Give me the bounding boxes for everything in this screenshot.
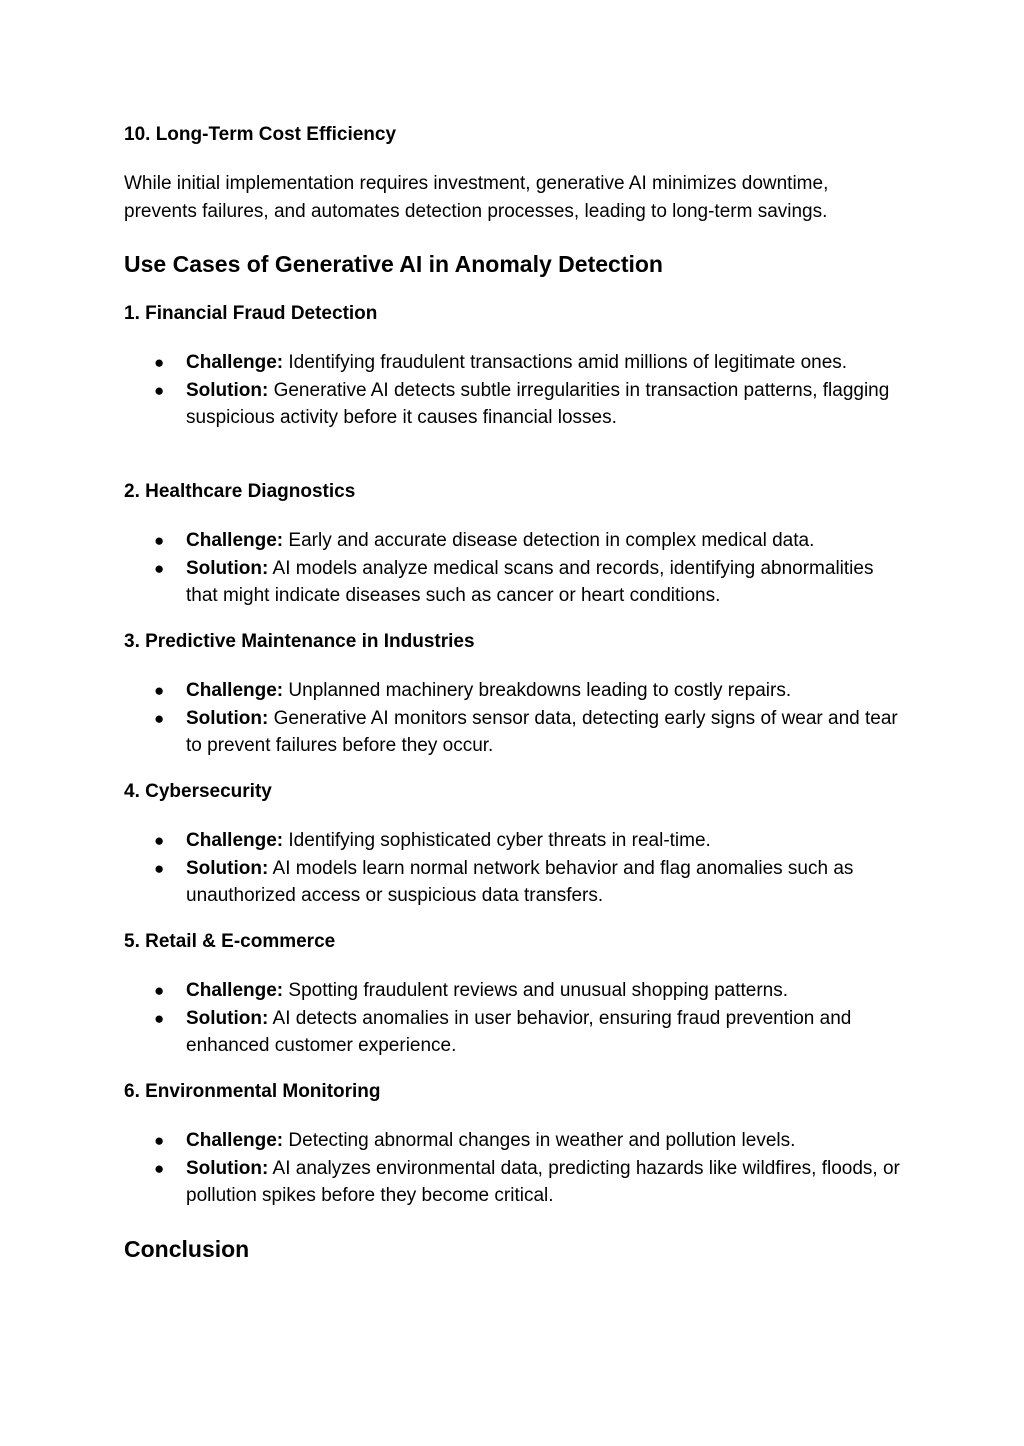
use-cases-heading: Use Cases of Generative AI in Anomaly Detection (124, 251, 663, 277)
challenge-label: Challenge: (186, 530, 284, 551)
list-item (124, 1155, 904, 1210)
challenge-text: Identifying sophisticated cyber threats in real-time. (283, 830, 711, 851)
solution-text: Generative AI detects subtle irregularities in transaction patterns, flagging suspicious activity before it causes financial losses. (186, 379, 890, 428)
use-case-6-list (124, 1127, 904, 1210)
bullet-icon: ● (154, 858, 165, 878)
challenge-label: Challenge: (186, 830, 284, 851)
section-10-body: While initial implementation requires investment, generative AI minimizes downtime, prevents failures, and automates detection processes, leading to long-term savings. (124, 173, 829, 222)
list-item (124, 677, 904, 705)
list-item (124, 827, 904, 855)
list-item (124, 349, 904, 377)
list-item (124, 855, 904, 910)
list-item (124, 1005, 904, 1060)
solution-label: Solution: (186, 857, 269, 879)
list-item (124, 377, 904, 432)
bullet-icon: ● (154, 1131, 165, 1150)
solution-label: Solution: (186, 557, 269, 579)
solution-label: Solution: (186, 1157, 269, 1179)
challenge-label: Challenge: (186, 980, 284, 1001)
use-case-5-list (124, 977, 904, 1060)
bullet-icon: ● (154, 353, 165, 372)
list-item (124, 977, 904, 1005)
solution-label: Solution: (186, 379, 269, 401)
list-item (124, 527, 904, 555)
solution-text: AI detects anomalies in user behavior, ensuring fraud prevention and enhanced customer experience. (186, 1007, 852, 1056)
list-item (124, 705, 904, 760)
use-case-4-list (124, 827, 904, 910)
conclusion-heading: Conclusion (124, 1236, 250, 1262)
bullet-icon: ● (154, 380, 165, 400)
solution-text: AI analyzes environmental data, predicting hazards like wildfires, floods, or pollution spikes before they become critical. (186, 1157, 900, 1206)
challenge-text: Early and accurate disease detection in complex medical data. (283, 530, 815, 551)
list-item (124, 555, 904, 610)
use-case-3-list (124, 677, 904, 760)
use-case-2-title: 2. Healthcare Diagnostics (124, 481, 356, 502)
solution-text: AI models analyze medical scans and records, identifying abnormalities that might indicate diseases such as cancer or heart conditions. (186, 557, 874, 606)
challenge-text: Identifying fraudulent transactions amid millions of legitimate ones. (283, 352, 848, 373)
use-case-6-title: 6. Environmental Monitoring (124, 1081, 381, 1102)
challenge-label: Challenge: (186, 352, 284, 373)
challenge-label: Challenge: (186, 680, 284, 701)
use-case-3-title: 3. Predictive Maintenance in Industries (124, 631, 475, 652)
solution-text: Generative AI monitors sensor data, detecting early signs of wear and tear to prevent failures before they occur. (186, 707, 898, 756)
use-case-1-title: 1. Financial Fraud Detection (124, 303, 378, 324)
section-10-heading: 10. Long-Term Cost Efficiency (124, 124, 397, 145)
bullet-icon: ● (154, 531, 165, 550)
challenge-text: Detecting abnormal changes in weather and pollution levels. (283, 1130, 796, 1151)
bullet-icon: ● (154, 981, 165, 1000)
use-case-5-title: 5. Retail & E-commerce (124, 931, 336, 952)
solution-text: AI models learn normal network behavior and flag anomalies such as unauthorized access or suspicious data transfers. (186, 857, 854, 906)
bullet-icon: ● (154, 708, 165, 728)
bullet-icon: ● (154, 681, 165, 700)
bullet-icon: ● (154, 1158, 165, 1178)
list-item (124, 1127, 904, 1155)
challenge-text: Unplanned machinery breakdowns leading to costly repairs. (283, 680, 792, 701)
solution-label: Solution: (186, 1007, 269, 1029)
challenge-label: Challenge: (186, 1130, 284, 1151)
use-case-2-list (124, 527, 904, 610)
challenge-text: Spotting fraudulent reviews and unusual shopping patterns. (283, 980, 789, 1001)
use-case-1-list (124, 349, 904, 432)
bullet-icon: ● (154, 1008, 165, 1028)
bullet-icon: ● (154, 831, 165, 850)
solution-label: Solution: (186, 707, 269, 729)
use-case-4-title: 4. Cybersecurity (124, 781, 272, 802)
bullet-icon: ● (154, 558, 165, 578)
